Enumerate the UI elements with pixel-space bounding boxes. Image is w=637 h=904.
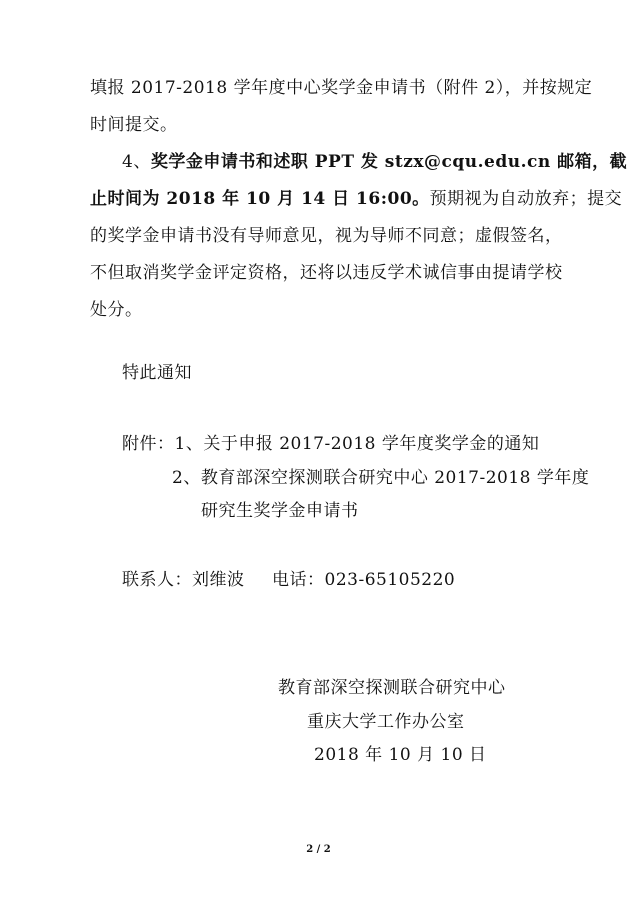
- signature-date: 2018 年 10 月 10 日: [314, 745, 487, 765]
- para2-line1: [122, 150, 627, 174]
- page-number: 2 / 2: [306, 844, 331, 855]
- notice-text: 特此通知: [122, 363, 192, 383]
- para2-normal-text: 预期视为自动放弃；提交: [429, 189, 623, 209]
- para2-line4: 不但取消奖学金评定资格，还将以违反学术诚信事由提请学校: [90, 263, 563, 283]
- signature-org1: 教育部深空探测联合研究中心: [278, 678, 506, 698]
- para2-number: 4、: [122, 152, 151, 172]
- attachment-item-1: 附件：1、关于申报 2017-2018 学年度奖学金的通知: [122, 434, 540, 454]
- contact-person: 联系人：刘维波: [122, 570, 245, 590]
- para2-line3: 的奖学金申请书没有导师意见，视为导师不同意；虚假签名，: [90, 226, 563, 246]
- para1-line2: 时间提交。: [90, 115, 178, 135]
- para2-bold-text-2: 止时间为 2018 年 10 月 14 日 16:00。: [90, 189, 430, 209]
- para1-line1: 填报 2017-2018 学年度中心奖学金申请书（附件 2），并按规定: [90, 78, 593, 98]
- contact-phone: 电话：023-65105220: [272, 570, 456, 590]
- para2-line5: 处分。: [90, 300, 143, 320]
- para2-bold-text-1: 奖学金申请书和述职 PPT 发 stzx@cqu.edu.cn 邮箱，截: [150, 152, 628, 172]
- attachment-item-2-line2: 研究生奖学金申请书: [201, 501, 359, 521]
- para2-line2: [90, 187, 622, 211]
- attachment-item-2-line1: 2、教育部深空探测联合研究中心 2017-2018 学年度: [172, 468, 590, 488]
- signature-org2: 重庆大学工作办公室: [307, 712, 465, 732]
